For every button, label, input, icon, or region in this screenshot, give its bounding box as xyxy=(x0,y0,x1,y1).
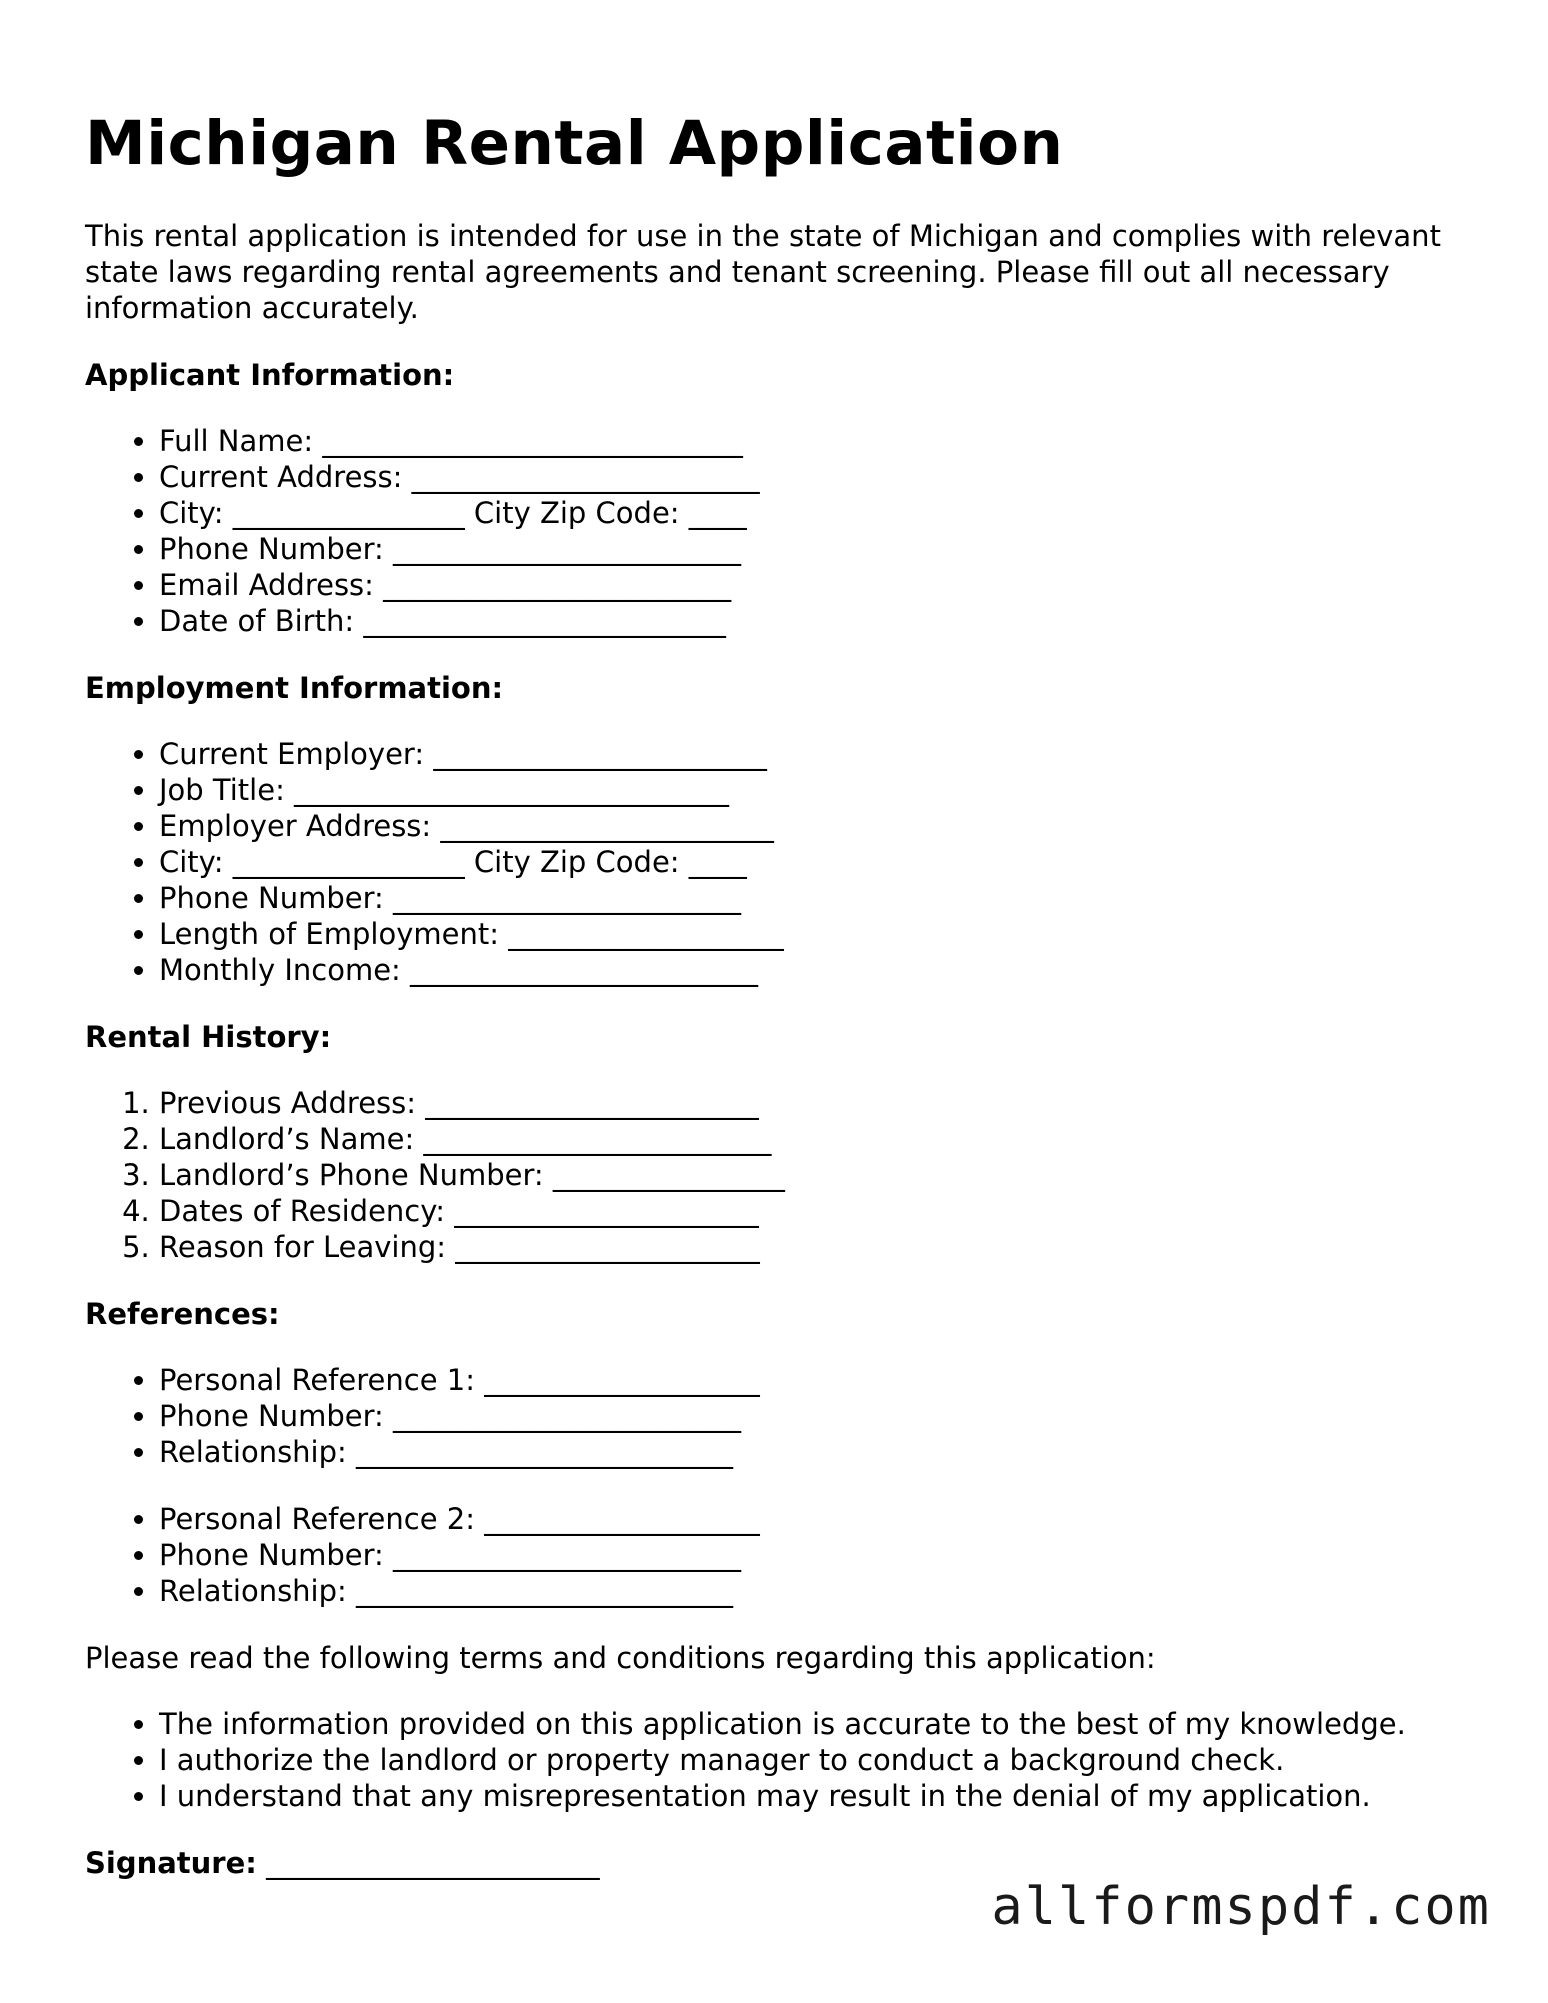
field-personal-reference-2[interactable]: • Personal Reference 2: ___________________ xyxy=(159,1501,1475,1537)
field-length-of-employment[interactable]: • Length of Employment: ___________________ xyxy=(159,916,1475,952)
employment-fields-list xyxy=(85,736,1475,988)
rental-history-fields-list xyxy=(85,1085,1475,1265)
field-reference-1-phone[interactable]: • Phone Number: ________________________ xyxy=(159,1398,1475,1434)
terms-list xyxy=(85,1706,1475,1814)
employment-section-heading: Employment Information: xyxy=(85,671,504,705)
watermark-text: allformspdf.com xyxy=(991,1877,1491,1937)
signature-label: Signature: xyxy=(85,1846,257,1880)
page-title: Michigan Rental Application xyxy=(85,108,1064,179)
field-full-name[interactable]: • Full Name: _____________________________ xyxy=(159,423,1475,459)
terms-intro: Please read the following terms and conditions regarding this application: xyxy=(85,1641,1156,1675)
applicant-section-heading: Applicant Information: xyxy=(85,358,455,392)
term-item: • The information provided on this application is accurate to the best of my knowledge. xyxy=(159,1706,1475,1742)
field-personal-reference-1[interactable]: • Personal Reference 1: ___________________ xyxy=(159,1362,1475,1398)
field-employer-city-zip[interactable]: • City: ________________ City Zip Code: ____ xyxy=(159,844,1475,880)
reference-2-fields-list xyxy=(85,1501,1475,1609)
document-page xyxy=(85,108,1475,1881)
term-item: • I authorize the landlord or property manager to conduct a background check. xyxy=(159,1742,1475,1778)
field-employer-phone[interactable]: • Phone Number: ________________________ xyxy=(159,880,1475,916)
term-item: • I understand that any misrepresentation may result in the denial of my application. xyxy=(159,1778,1475,1814)
signature-line[interactable] xyxy=(85,1845,1475,1881)
field-phone-number[interactable]: • Phone Number: ________________________ xyxy=(159,531,1475,567)
field-city-zip[interactable]: • City: ________________ City Zip Code: ____ xyxy=(159,495,1475,531)
rental-history-section-heading: Rental History: xyxy=(85,1020,332,1054)
field-reason-for-leaving[interactable]: 5. Reason for Leaving: _____________________ xyxy=(159,1229,1475,1265)
reference-1-fields-list xyxy=(85,1362,1475,1470)
field-reference-1-relationship[interactable]: • Relationship: __________________________ xyxy=(159,1434,1475,1470)
field-monthly-income[interactable]: • Monthly Income: ________________________ xyxy=(159,952,1475,988)
field-dates-of-residency[interactable]: 4. Dates of Residency: _____________________ xyxy=(159,1193,1475,1229)
applicant-fields-list xyxy=(85,423,1475,639)
intro-paragraph: This rental application is intended for use in the state of Michigan and complies with relevant state laws regarding rental agreements and tenant screening. Please fill out all necessary information accurately. xyxy=(85,219,1441,325)
field-landlord-phone[interactable]: 3. Landlord’s Phone Number: ________________ xyxy=(159,1157,1475,1193)
references-section-heading: References: xyxy=(85,1297,280,1331)
field-job-title[interactable]: • Job Title: ______________________________ xyxy=(159,772,1475,808)
field-current-employer[interactable]: • Current Employer: _______________________ xyxy=(159,736,1475,772)
field-reference-2-phone[interactable]: • Phone Number: ________________________ xyxy=(159,1537,1475,1573)
field-current-address[interactable]: • Current Address: ________________________ xyxy=(159,459,1475,495)
signature-blank[interactable]: _______________________ xyxy=(256,1846,600,1880)
field-reference-2-relationship[interactable]: • Relationship: __________________________ xyxy=(159,1573,1475,1609)
field-landlord-name[interactable]: 2. Landlord’s Name: ________________________ xyxy=(159,1121,1475,1157)
field-employer-address[interactable]: • Employer Address: _______________________ xyxy=(159,808,1475,844)
field-email-address[interactable]: • Email Address: ________________________ xyxy=(159,567,1475,603)
field-previous-address[interactable]: 1. Previous Address: _______________________ xyxy=(159,1085,1475,1121)
field-date-of-birth[interactable]: • Date of Birth: _________________________ xyxy=(159,603,1475,639)
